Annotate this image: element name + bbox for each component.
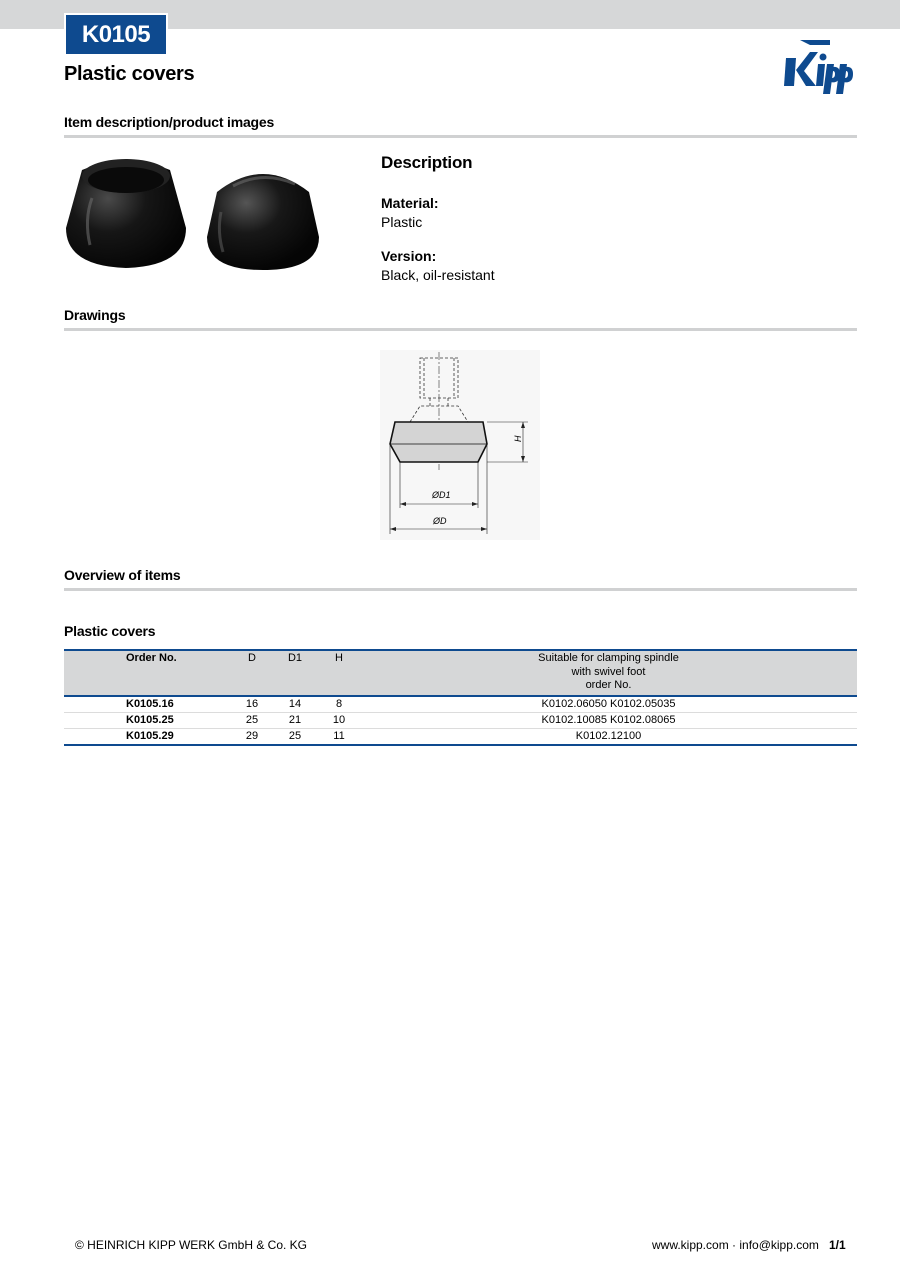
technical-drawing <box>380 350 540 540</box>
material-label: Material: <box>381 195 439 211</box>
table-row <box>64 712 857 728</box>
version-label: Version: <box>381 248 437 264</box>
column-header-h: H <box>318 650 360 696</box>
cell-d1: 21 <box>272 712 318 728</box>
order-number: K0105.29 <box>64 728 232 745</box>
section-divider <box>64 135 857 138</box>
table-row <box>64 728 857 745</box>
column-header-d: D <box>232 650 272 696</box>
footer-page-number: 1/1 <box>829 1238 846 1252</box>
drawing-label-d1: ØD1 <box>432 490 451 500</box>
product-image-cover-closed <box>203 162 323 272</box>
drawing-label-d: ØD <box>433 516 447 526</box>
section-title-overview: Overview of items <box>64 567 181 583</box>
order-number: K0105.16 <box>64 696 232 713</box>
table-header-row <box>64 650 857 696</box>
cell-spindle: K0102.06050 K0102.05035 <box>360 696 857 713</box>
column-header-d1: D1 <box>272 650 318 696</box>
cell-d1: 25 <box>272 728 318 745</box>
drawing-label-h: H <box>513 435 523 442</box>
cell-d: 29 <box>232 728 272 745</box>
section-divider <box>64 328 857 331</box>
cell-spindle: K0102.12100 <box>360 728 857 745</box>
kipp-logo <box>782 38 860 94</box>
section-title-drawings: Drawings <box>64 307 126 323</box>
footer-contact[interactable]: www.kipp.com · info@kipp.com <box>652 1238 819 1252</box>
cell-d: 16 <box>232 696 272 713</box>
version-value: Black, oil-resistant <box>381 267 495 283</box>
page-title: Plastic covers <box>64 63 195 85</box>
product-image-cover-open <box>64 150 189 272</box>
cell-h: 11 <box>318 728 360 745</box>
cell-h: 8 <box>318 696 360 713</box>
cell-h: 10 <box>318 712 360 728</box>
cell-d: 25 <box>232 712 272 728</box>
cell-spindle: K0102.10085 K0102.08065 <box>360 712 857 728</box>
table-title: Plastic covers <box>64 623 156 639</box>
order-number: K0105.25 <box>64 712 232 728</box>
cell-d1: 14 <box>272 696 318 713</box>
items-table <box>64 649 857 746</box>
description-heading: Description <box>381 153 473 172</box>
section-title-item-description: Item description/product images <box>64 114 275 130</box>
material-value: Plastic <box>381 214 423 230</box>
column-header-order: Order No. <box>64 650 232 696</box>
column-header-spindle: Suitable for clamping spindle with swivel foot order No. <box>360 650 857 696</box>
item-code-badge: K0105 <box>64 13 168 56</box>
table-row <box>64 696 857 713</box>
section-divider <box>64 588 857 591</box>
footer-copyright: © HEINRICH KIPP WERK GmbH & Co. KG <box>75 1238 307 1252</box>
